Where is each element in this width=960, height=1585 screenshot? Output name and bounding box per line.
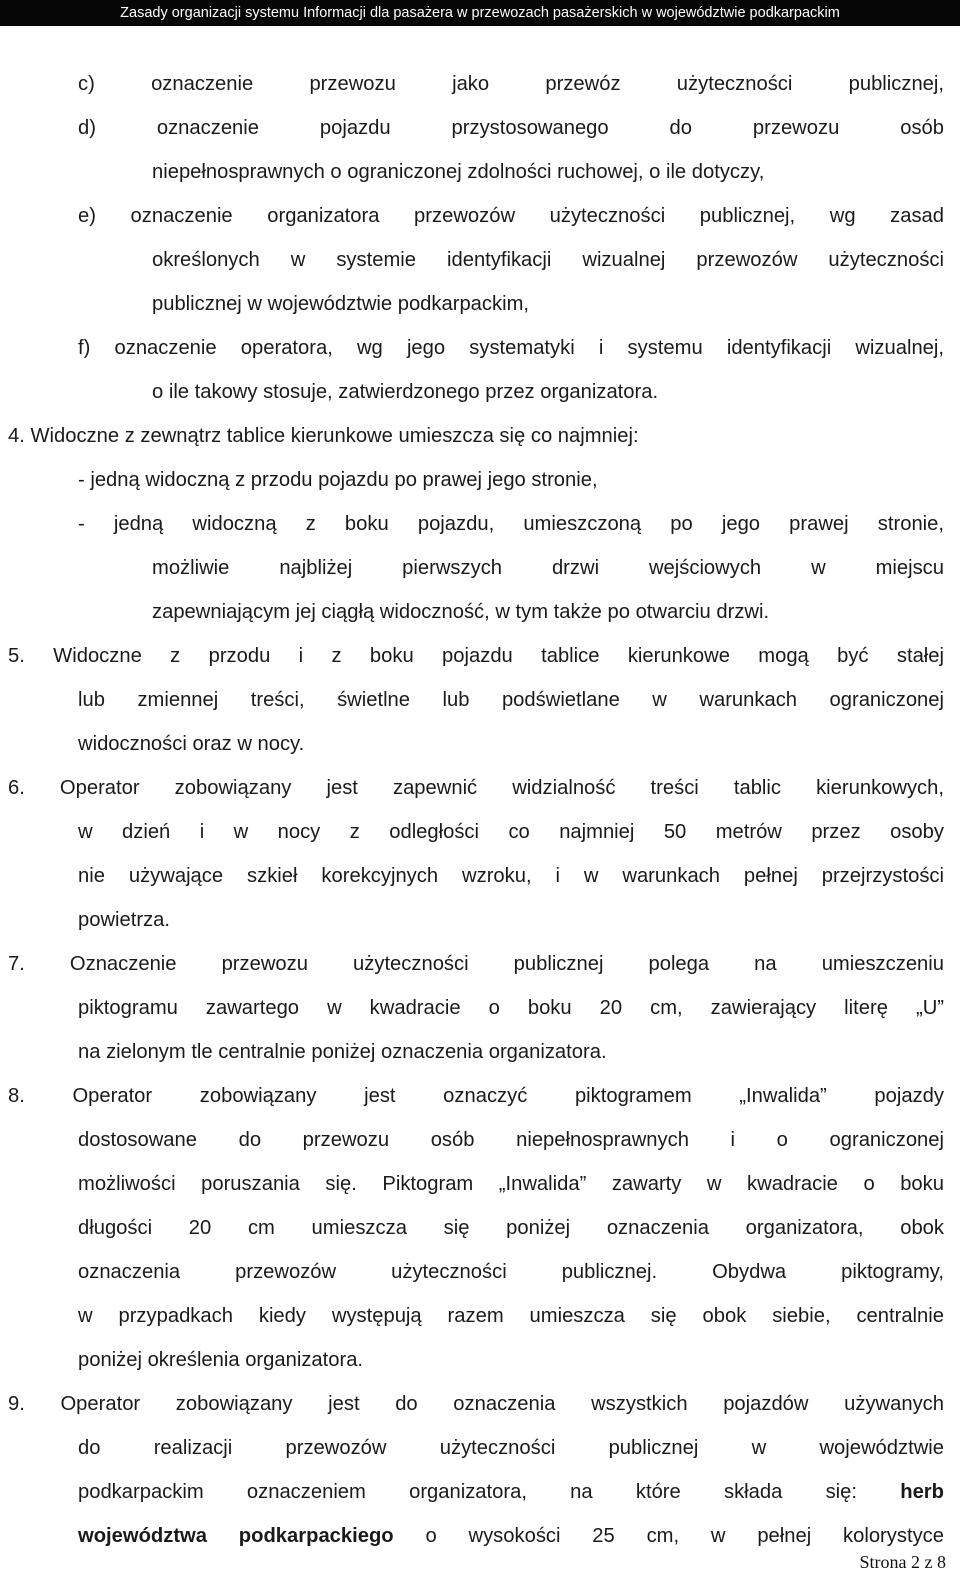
paragraph-7-cont: na zielonym tle centralnie poniżej oznaczenia organizatora. — [78, 1041, 607, 1063]
list-item-f: f) oznaczenie operatora, wg jego systematyki i systemu identyfikacji wizualnej, — [78, 337, 944, 359]
document-header: Zasady organizacji systemu Informacji dla pasażera w przewozach pasażerskich w województwie podkarpackim — [0, 0, 960, 26]
paragraph-9-cont — [78, 1516, 944, 1556]
paragraph-6-cont: w dzień i w nocy z odległości co najmniej 50 metrów przez osoby — [78, 821, 944, 843]
list-item-d-cont: niepełnosprawnych o ograniczonej zdolności ruchowej, o ile dotyczy, — [152, 161, 765, 183]
list-item-c: c) oznaczenie przewozu jako przewóz użyteczności publicznej, — [78, 73, 944, 95]
paragraph-9-text: podkarpackim oznaczeniem organizatora, na które składa się: — [78, 1481, 857, 1503]
paragraph-8-cont: długości 20 cm umieszcza się poniżej oznaczenia organizatora, obok — [78, 1217, 944, 1239]
paragraph-9: 9. Operator zobowiązany jest do oznaczenia wszystkich pojazdów używanych — [8, 1393, 944, 1415]
paragraph-9-bold-text: herb — [900, 1481, 944, 1503]
paragraph-4-bullet: - jedną widoczną z boku pojazdu, umieszczoną po jego prawej stronie, — [78, 513, 944, 535]
paragraph-8-cont: poniżej określenia organizatora. — [78, 1349, 364, 1371]
paragraph-9-cont: do realizacji przewozów użyteczności publicznej w województwie — [78, 1437, 944, 1459]
paragraph-7-cont: piktogramu zawartego w kwadracie o boku 20 cm, zawierający literę „U” — [78, 997, 944, 1019]
paragraph-4-bullet: - jedną widoczną z przodu pojazdu po prawej jego stronie, — [78, 469, 598, 491]
paragraph-6-cont: powietrza. — [78, 909, 171, 931]
paragraph-8-cont: dostosowane do przewozu osób niepełnosprawnych i o ograniczonej — [78, 1129, 944, 1151]
paragraph-4-cont: zapewniającym jej ciągłą widoczność, w tym także po otwarciu drzwi. — [152, 601, 770, 623]
paragraph-8-cont: oznaczenia przewozów użyteczności publicznej. Obydwa piktogramy, — [78, 1261, 944, 1283]
paragraph-8-cont: w przypadkach kiedy występują razem umieszcza się obok siebie, centralnie — [78, 1305, 944, 1327]
paragraph-8-cont: możliwości poruszania się. Piktogram „Inwalida” zawarty w kwadracie o boku — [78, 1173, 944, 1195]
paragraph-4: 4. Widoczne z zewnątrz tablice kierunkowe umieszcza się co najmniej: — [8, 425, 639, 447]
paragraph-5-cont: lub zmiennej treści, świetlne lub podświetlane w warunkach ograniczonej — [78, 689, 944, 711]
paragraph-9-text: o wysokości 25 cm, w pełnej kolorystyce — [425, 1525, 944, 1547]
paragraph-5-cont: widoczności oraz w nocy. — [78, 733, 305, 755]
paragraph-5: 5. Widoczne z przodu i z boku pojazdu tablice kierunkowe mogą być stałej — [8, 645, 944, 667]
list-item-e-cont: publicznej w województwie podkarpackim, — [152, 293, 530, 315]
paragraph-9-bold-text: województwa podkarpackiego — [78, 1525, 394, 1547]
paragraph-6-cont: nie używające szkieł korekcyjnych wzroku, i w warunkach pełnej przejrzystości — [78, 865, 944, 887]
list-item-e: e) oznaczenie organizatora przewozów użyteczności publicznej, wg zasad — [78, 205, 944, 227]
list-item-d: d) oznaczenie pojazdu przystosowanego do przewozu osób — [78, 117, 944, 139]
paragraph-8: 8. Operator zobowiązany jest oznaczyć piktogramem „Inwalida” pojazdy — [8, 1085, 944, 1107]
page-number: Strona 2 z 8 — [859, 1552, 946, 1572]
paragraph-6: 6. Operator zobowiązany jest zapewnić widzialność treści tablic kierunkowych, — [8, 777, 944, 799]
paragraph-9-cont — [78, 1472, 944, 1512]
list-item-e-cont: określonych w systemie identyfikacji wizualnej przewozów użyteczności — [152, 249, 944, 271]
paragraph-4-cont: możliwie najbliżej pierwszych drzwi wejściowych w miejscu — [152, 557, 944, 579]
list-item-f-cont: o ile takowy stosuje, zatwierdzonego przez organizatora. — [152, 381, 659, 403]
paragraph-7: 7. Oznaczenie przewozu użyteczności publicznej polega na umieszczeniu — [8, 953, 944, 975]
